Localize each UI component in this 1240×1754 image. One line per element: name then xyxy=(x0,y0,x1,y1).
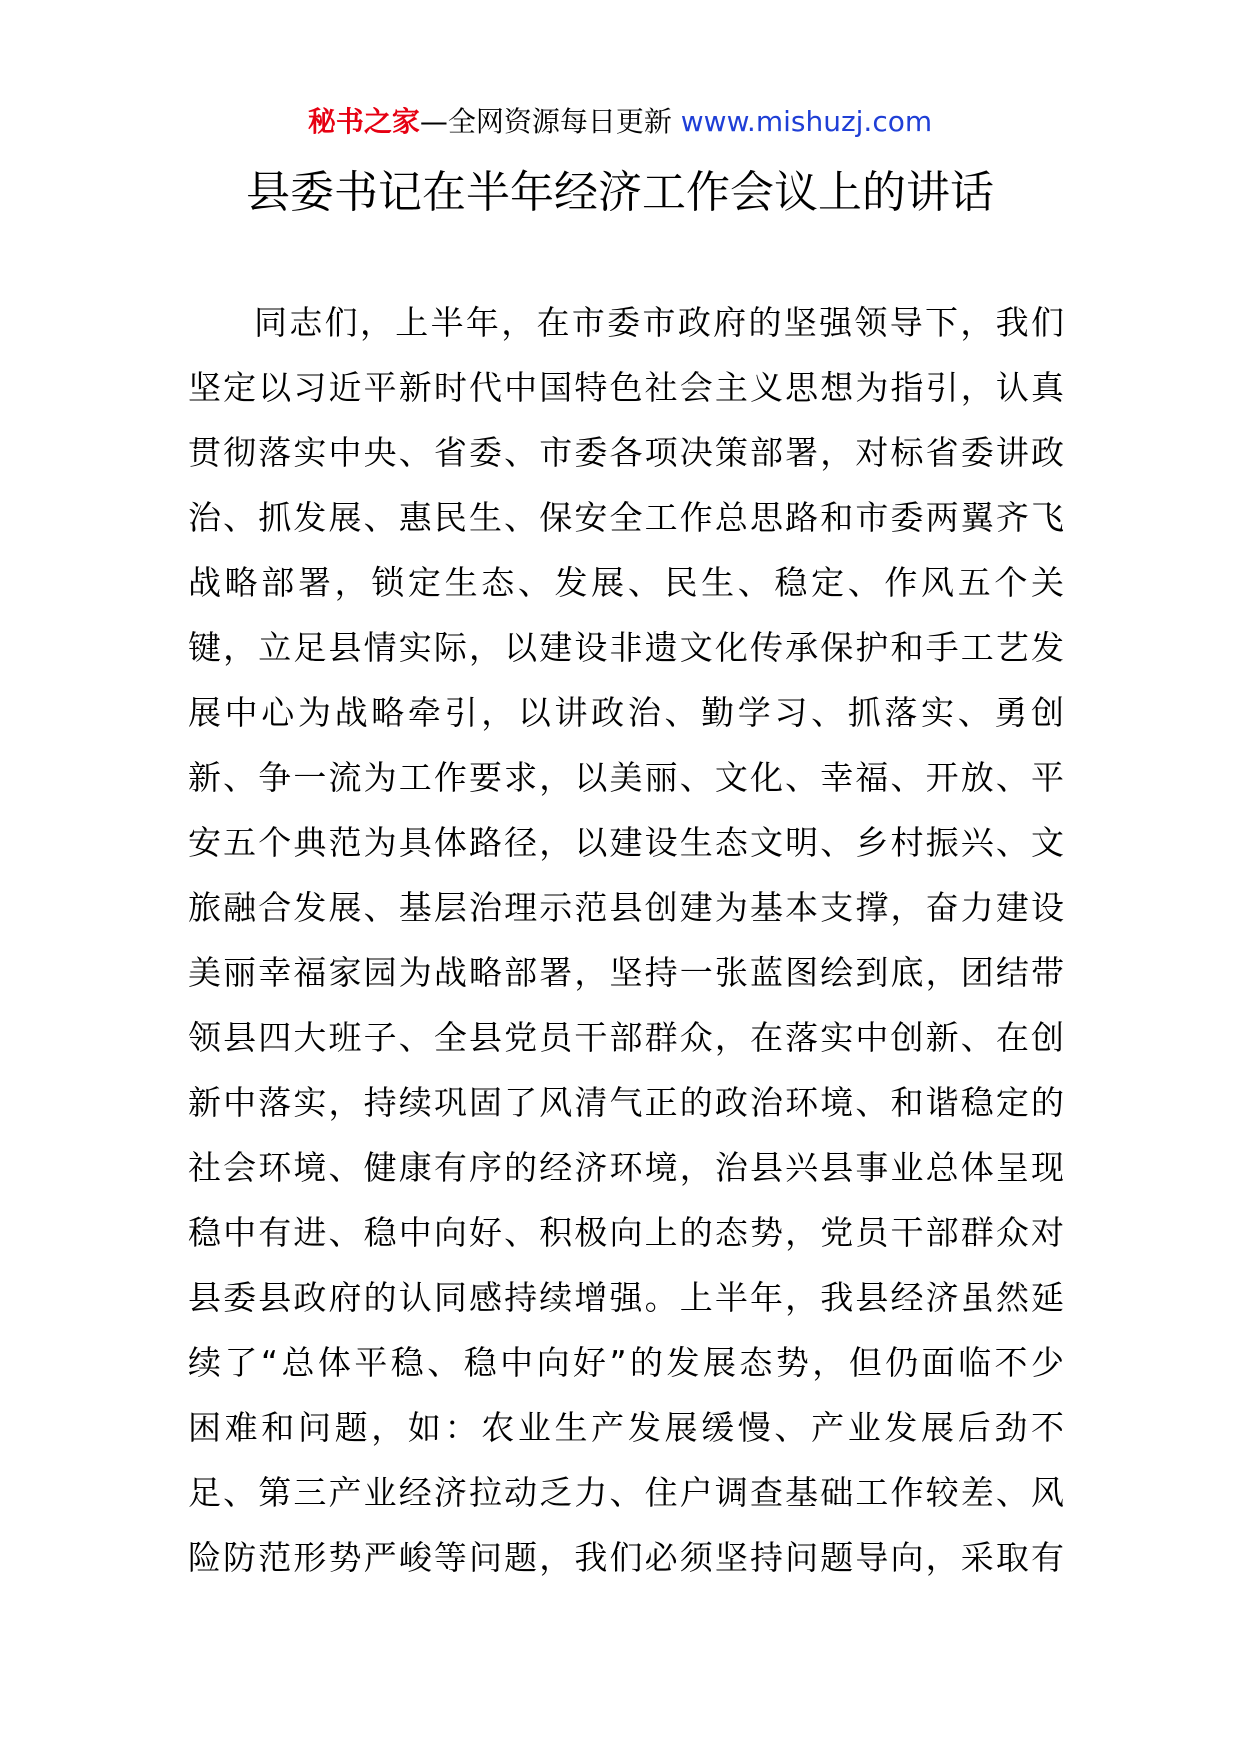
body-line: 旅融合发展、基层治理示范县创建为基本支撑，奋力建设 xyxy=(188,888,1064,927)
body-line: 社会环境、健康有序的经济环境，治县兴县事业总体呈现 xyxy=(188,1148,1064,1187)
body-line: 治、抓发展、惠民生、保安全工作总思路和市委两翼齐飞 xyxy=(188,498,1064,537)
body-line: 战略部署，锁定生态、发展、民生、稳定、作风五个关 xyxy=(188,563,1064,602)
body-line: 新、争一流为工作要求，以美丽、文化、幸福、开放、平 xyxy=(188,758,1064,797)
document-title: 县委书记在半年经济工作会议上的讲话 xyxy=(246,167,994,218)
header-banner xyxy=(0,104,1240,140)
brand-url[interactable]: www.mishuzj.com xyxy=(680,105,933,138)
body-line: 美丽幸福家园为战略部署，坚持一张蓝图绘到底，团结带 xyxy=(188,953,1064,992)
brand-tagline: —全网资源每日更新 xyxy=(419,105,681,138)
body-line: 困难和问题，如：农业生产发展缓慢、产业发展后劲不 xyxy=(188,1408,1064,1447)
body-line: 险防范形势严峻等问题，我们必须坚持问题导向，采取有 xyxy=(188,1538,1064,1577)
body-line: 续了“总体平稳、稳中向好”的发展态势，但仍面临不少 xyxy=(188,1343,1064,1382)
body-line: 县委县政府的认同感持续增强。上半年，我县经济虽然延 xyxy=(188,1278,1064,1317)
body-line: 足、第三产业经济拉动乏力、住户调查基础工作较差、风 xyxy=(188,1473,1064,1512)
body-line: 安五个典范为具体路径，以建设生态文明、乡村振兴、文 xyxy=(188,823,1064,862)
body-line: 贯彻落实中央、省委、市委各项决策部署，对标省委讲政 xyxy=(188,433,1064,472)
body-line: 领县四大班子、全县党员干部群众，在落实中创新、在创 xyxy=(188,1018,1064,1057)
body-line: 新中落实，持续巩固了风清气正的政治环境、和谐稳定的 xyxy=(188,1083,1064,1122)
brand-name: 秘书之家 xyxy=(307,105,420,138)
body-line: 同志们，上半年，在市委市政府的坚强领导下，我们 xyxy=(254,303,1064,342)
body-paragraph xyxy=(188,290,1064,1590)
body-line: 坚定以习近平新时代中国特色社会主义思想为指引，认真 xyxy=(188,368,1064,407)
body-line: 稳中有进、稳中向好、积极向上的态势，党员干部群众对 xyxy=(188,1213,1064,1252)
body-line: 展中心为战略牵引，以讲政治、勤学习、抓落实、勇创 xyxy=(188,693,1064,732)
body-line: 键，立足县情实际，以建设非遗文化传承保护和手工艺发 xyxy=(188,628,1064,667)
